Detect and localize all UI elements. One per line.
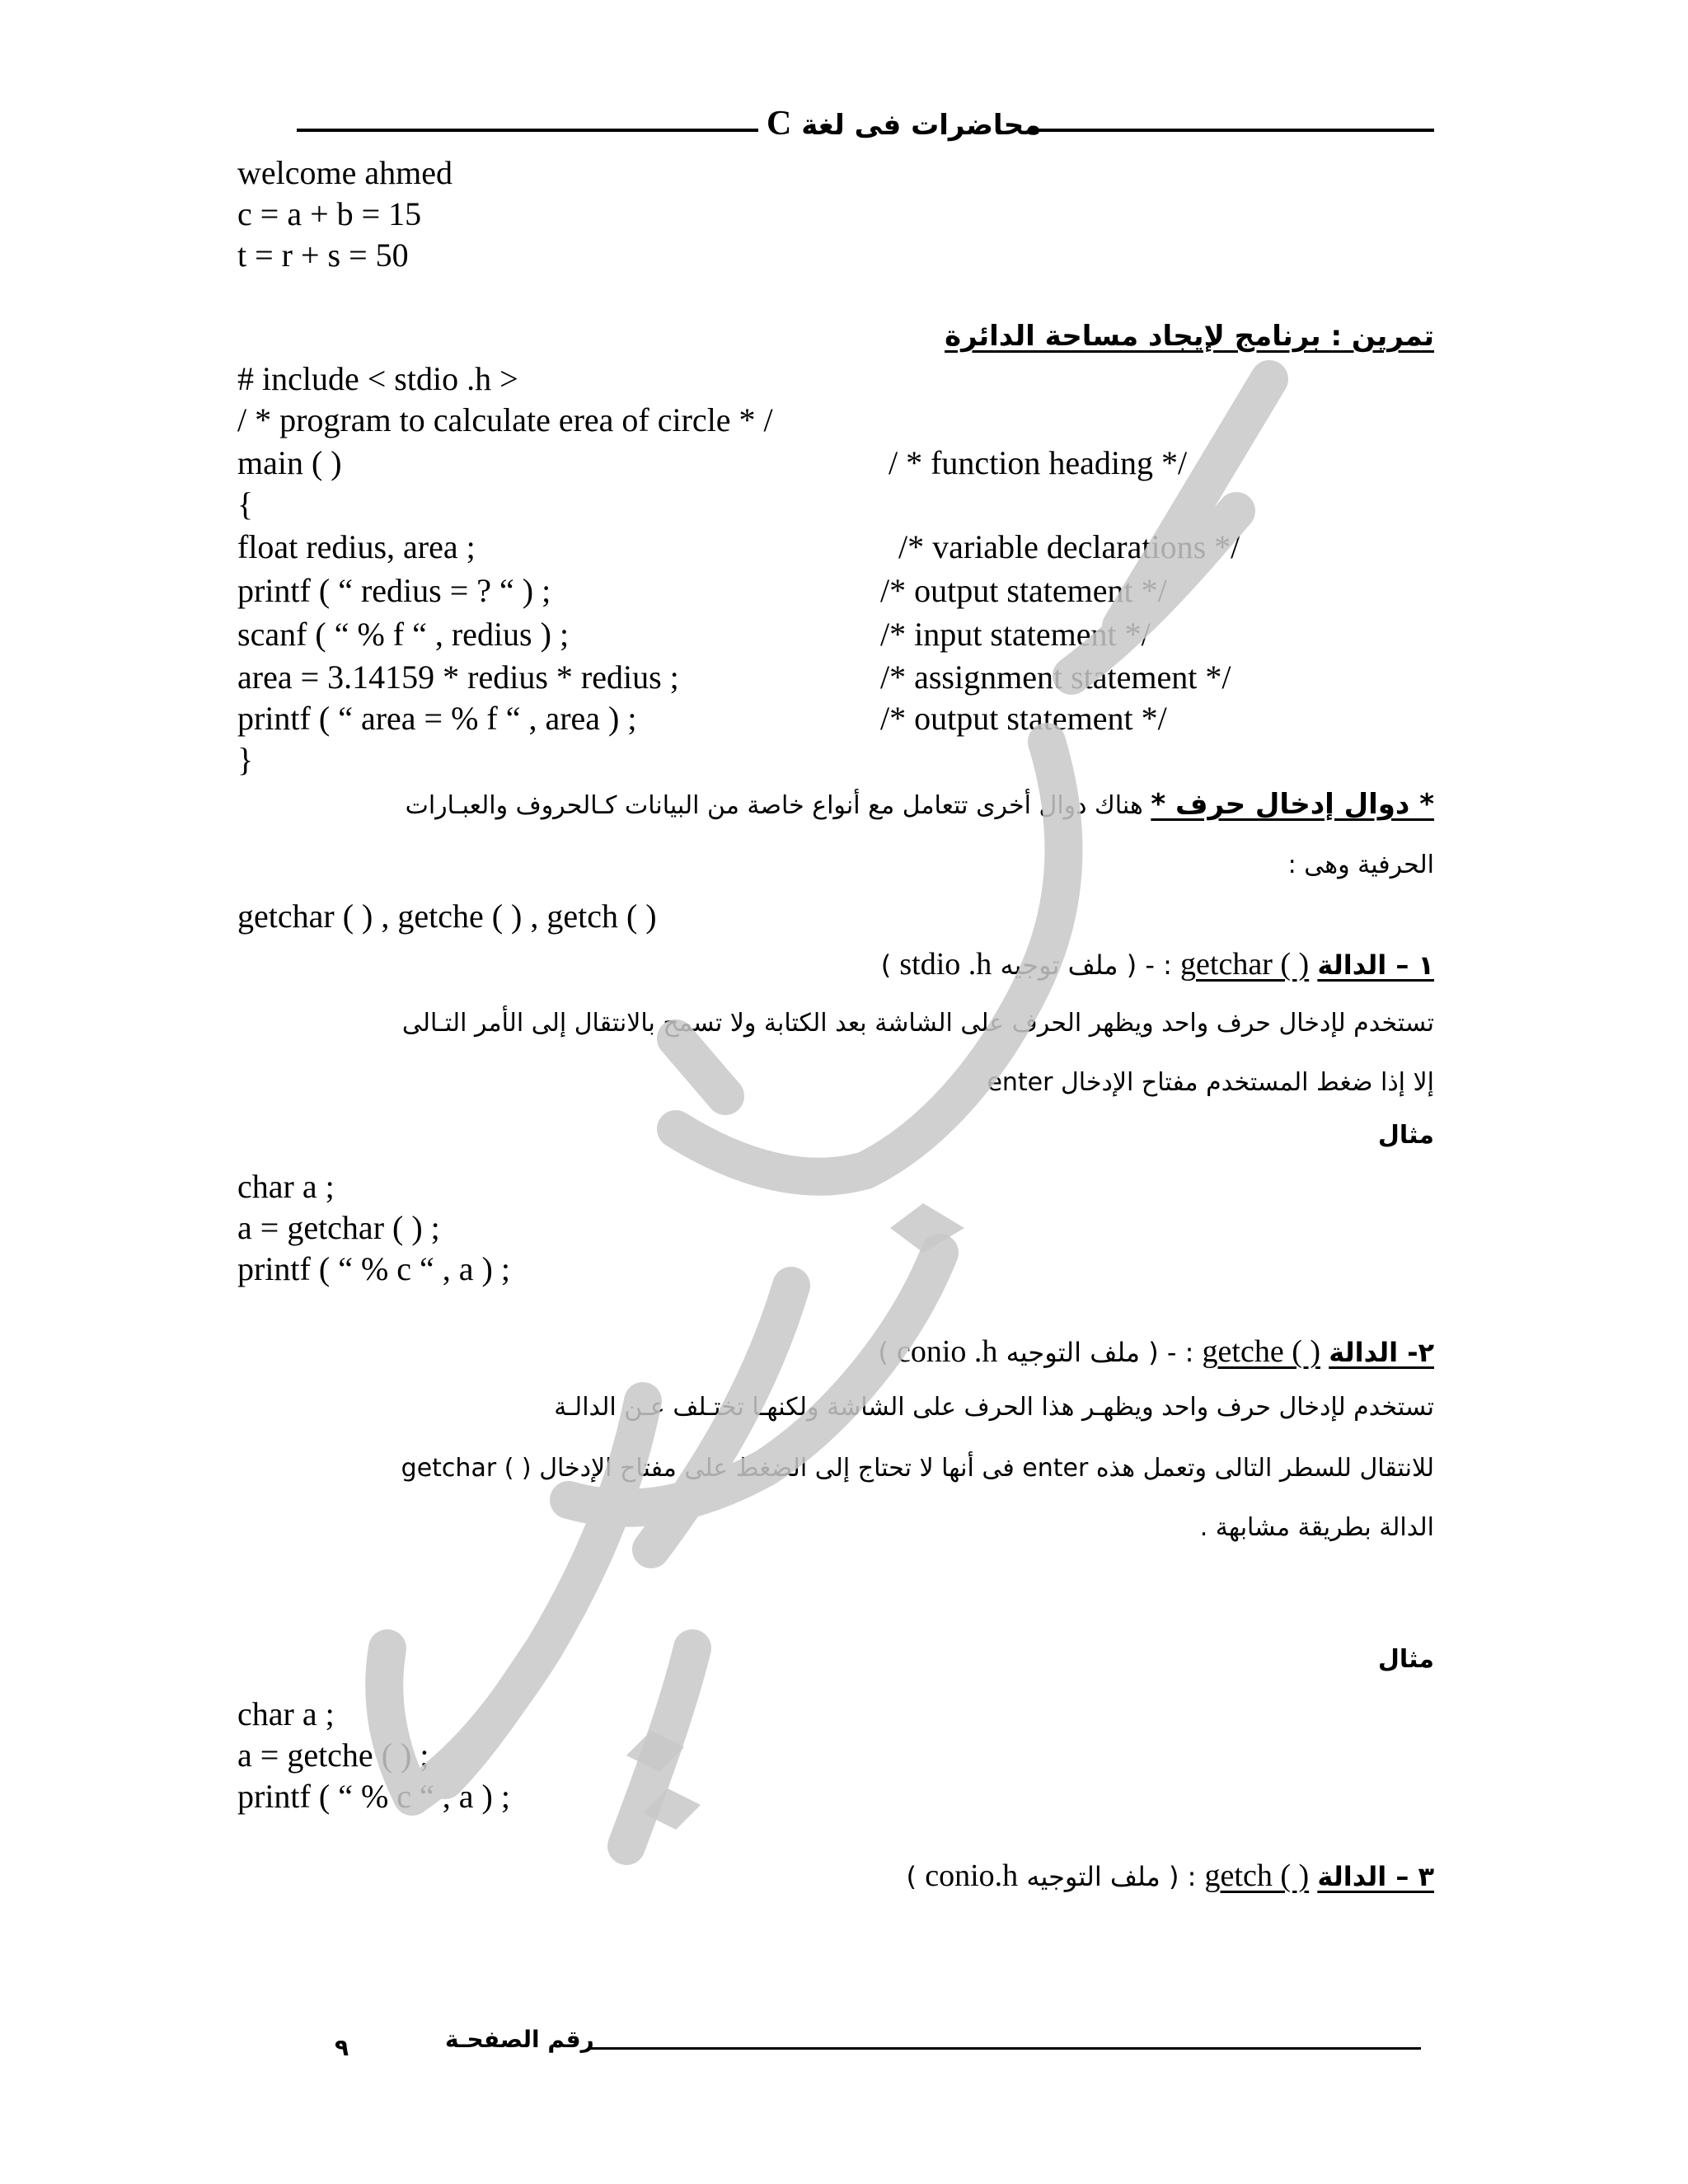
code-comment: /* output statement */ — [880, 700, 1167, 737]
code-line: printf ( “ redius = ? “ ) ; — [237, 572, 551, 609]
getche-name: getche ( ) — [1202, 1334, 1321, 1369]
getch-header-label: ملف التوجيه — [1026, 1861, 1160, 1892]
code-comment: /* variable declarations */ — [898, 528, 1240, 565]
watermark-stroke — [445, 1648, 544, 1780]
getche-desc1: تستخدم لإدخال حرف واحد ويظهـر هذا الحرف على الشاشة ولكنهـا تختـلف عـن الدالـة — [554, 1393, 1434, 1422]
watermark-dot — [890, 1203, 964, 1253]
getchar-heading — [881, 946, 1434, 982]
code-comment: /* assignment statement */ — [880, 658, 1231, 696]
char-input-intro2: الحرفية وهى : — [1287, 851, 1434, 879]
watermark-dot — [643, 1788, 701, 1830]
page-number: ٩ — [335, 2034, 349, 2061]
code-line: area = 3.14159 * redius * redius ; — [237, 658, 679, 696]
code-line: / * program to calculate erea of circle * / — [237, 401, 773, 438]
getchar-name: getchar ( ) — [1180, 947, 1310, 982]
getche-num: ٢- الدالة — [1329, 1337, 1434, 1368]
watermark-stroke — [676, 1129, 865, 1177]
example-line: a = getche ( ) ; — [237, 1736, 429, 1774]
watermark-dot — [626, 1731, 684, 1772]
watermark-stroke — [384, 1648, 412, 1797]
code-comment: /* input statement */ — [880, 616, 1151, 653]
getchar-header-file: stdio .h — [899, 947, 992, 982]
getche-heading — [878, 1333, 1434, 1370]
getch-sep: : ( — [1168, 1861, 1197, 1892]
example-line: printf ( “ % c “ , a ) ; — [237, 1250, 510, 1287]
getchar-close: ) — [880, 949, 892, 981]
header-rule-right — [1030, 129, 1434, 132]
getchar-header-label: ملف توجيه — [1000, 949, 1118, 981]
example-line: printf ( “ % c “ , a ) ; — [237, 1778, 510, 1815]
example-line: a = getchar ( ) ; — [237, 1209, 440, 1246]
getch-num: ٣ – الدالة — [1317, 1861, 1434, 1892]
page-title-text: محاضرات فى لغة — [801, 109, 1042, 142]
char-input-intro — [406, 788, 1434, 821]
getchar-example-label: مثال — [1377, 1121, 1434, 1150]
getche-example-label: مثال — [1377, 1645, 1434, 1674]
page-title — [767, 104, 1041, 143]
getch-close: ) — [906, 1861, 917, 1892]
getche-desc3: الدالة بطريقة مشابهة . — [1199, 1513, 1434, 1542]
output-line: welcome ahmed — [237, 154, 452, 191]
char-input-heading: * دوال إدخال حرف * — [1151, 788, 1434, 821]
watermark-dots — [626, 1203, 964, 1830]
code-comment: / * function heading */ — [889, 444, 1188, 481]
code-line: # include < stdio .h > — [237, 360, 518, 397]
getche-close: ) — [878, 1337, 889, 1368]
watermark-stroke — [676, 1038, 725, 1096]
getche-header-file: conio .h — [896, 1334, 998, 1369]
getchar-desc2: إلا إذا ضغط المستخدم مفتاح الإدخال enter — [987, 1068, 1434, 1097]
getche-sep: : - ( — [1148, 1337, 1194, 1368]
getche-desc2: getchar ( ) فى أنها لا تحتاج إلى الضغط على مفتاح الإدخال enter للانتقال للسطر التالى وتعمل هذه — [401, 1454, 1434, 1483]
getch-header-file: conio.h — [925, 1858, 1019, 1893]
char-input-intro-text: هناك دوال أخرى تتعامل مع أنواع خاصة من البيانات كـالحروف والعبـارات — [405, 791, 1143, 820]
exercise-title: تمرين : برنامج لإيجاد مساحة الدائرة — [945, 320, 1434, 353]
example-line: char a ; — [237, 1168, 335, 1205]
output-line: c = a + b = 15 — [237, 195, 422, 232]
getchar-desc1: تستخدم لإدخال حرف واحد ويظهر الحرف على الشاشة بعد الكتابة ولا تسمح بالانتقال إلى الأمر التـالى — [401, 1009, 1434, 1038]
getch-heading — [907, 1858, 1434, 1894]
output-line: t = r + s = 50 — [237, 237, 409, 274]
getch-name: getch ( ) — [1204, 1858, 1310, 1893]
getche-header-label: ملف التوجيه — [1006, 1337, 1141, 1368]
getchar-sep: : - ( — [1126, 949, 1172, 981]
code-line: } — [237, 741, 254, 778]
code-line: scanf ( “ % f “ , redius ) ; — [237, 616, 570, 653]
header-rule-left — [297, 129, 758, 132]
code-comment: /* output statement */ — [880, 572, 1167, 609]
page-title-c: C — [767, 105, 792, 143]
functions-line: getchar ( ) , getche ( ) , getch ( ) — [237, 898, 657, 935]
getchar-num: ١ – الدالة — [1317, 949, 1434, 981]
example-line: char a ; — [237, 1695, 335, 1732]
page-label: رقم الصفحـة — [445, 2026, 594, 2053]
code-line: printf ( “ area = % f “ , area ) ; — [237, 700, 637, 737]
code-line: main ( ) — [237, 444, 342, 481]
footer-rule — [590, 2047, 1421, 2050]
code-line: float redius, area ; — [237, 528, 476, 565]
watermark-stroke — [626, 1648, 692, 1846]
code-line: { — [237, 485, 254, 523]
